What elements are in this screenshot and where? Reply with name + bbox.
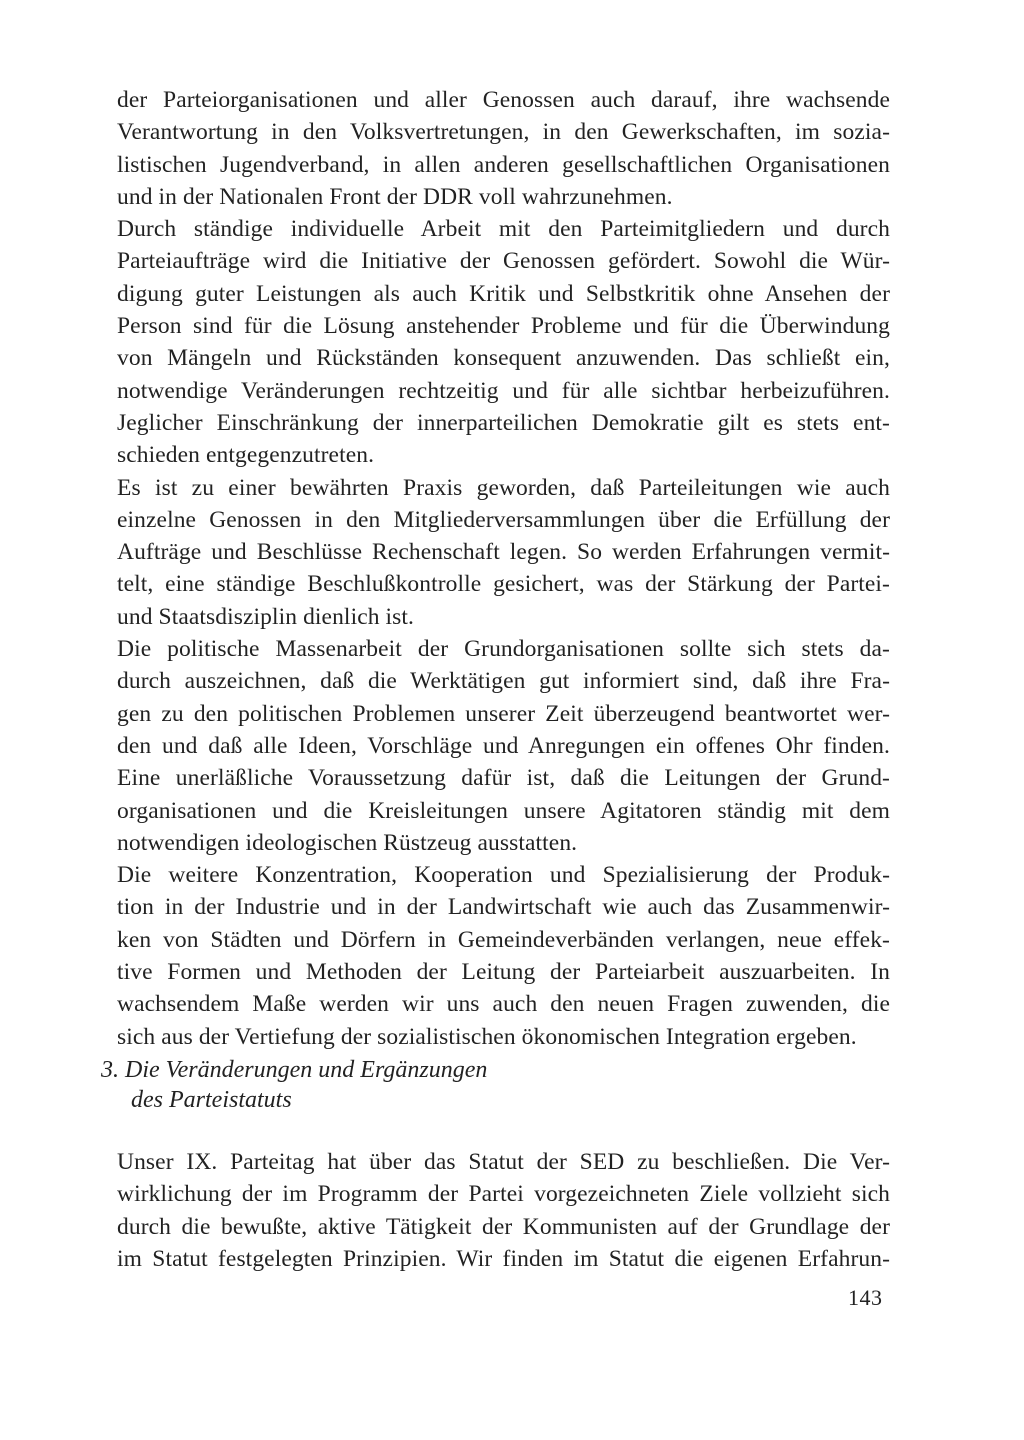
text-line: tive Formen und Methoden der Leitung der Parteiarbeit auszuarbeiten. In [117, 959, 890, 986]
text-line: den und daß alle Ideen, Vorschläge und Anregungen ein offenes Ohr finden. [117, 732, 890, 759]
paragraph-1 [117, 84, 890, 213]
text-line: organisationen und die Kreisleitungen unsere Agitatoren ständig mit dem [117, 797, 890, 824]
text-line: Aufträge und Beschlüsse Rechenschaft legen. So werden Erfahrungen vermit- [117, 539, 890, 566]
text-line: sich aus der Vertiefung der sozialistischen ökonomischen Integration ergeben. [117, 1023, 857, 1050]
text-line: von Mängeln und Rückständen konsequent anzuwenden. Das schließt ein, [117, 345, 890, 372]
text-line: Durch ständige individuelle Arbeit mit den Parteimitgliedern und durch [117, 216, 890, 243]
text-line: ken von Städten und Dörfern in Gemeindeverbänden verlangen, neue effek- [117, 926, 890, 953]
text-line: im Statut festgelegten Prinzipien. Wir finden im Statut die eigenen Erfahrun- [117, 1245, 890, 1272]
page-number: 143 [848, 1285, 883, 1310]
body-text-bottom [117, 1146, 890, 1275]
text-line: Jeglicher Einschränkung der innerparteilichen Demokratie gilt es stets ent- [117, 409, 890, 436]
text-line: einzelne Genossen in den Mitgliederversammlungen über die Erfüllung der [117, 506, 890, 533]
text-line: gen zu den politischen Problemen unserer Zeit überzeugend beantwortet wer- [117, 700, 890, 727]
text-line: Person sind für die Lösung anstehender Probleme und für die Überwindung [117, 313, 890, 340]
text-line: notwendige Veränderungen rechtzeitig und für alle sichtbar herbeizuführen. [117, 377, 890, 404]
section-heading-line-2: des Parteistatuts [131, 1087, 292, 1113]
text-line: wirklichung der im Programm der Partei vorgezeichneten Ziele vollzieht sich [117, 1181, 890, 1208]
text-line: telt, eine ständige Beschlußkontrolle gesichert, was der Stärkung der Partei- [117, 571, 890, 598]
text-line: der Parteiorganisationen und aller Genossen auch darauf, ihre wachsende [117, 87, 890, 113]
text-line: wachsendem Maße werden wir uns auch den neuen Fragen zuwenden, die [117, 991, 890, 1018]
text-line: und Staatsdisziplin dienlich ist. [117, 603, 415, 630]
text-line: Eine unerläßliche Voraussetzung dafür ist, daß die Leitungen der Grund- [117, 765, 890, 792]
text-line: schieden entgegenzutreten. [117, 442, 375, 469]
paragraph-5 [117, 859, 890, 1053]
text-line: durch die bewußte, aktive Tätigkeit der Kommunisten auf der Grundlage der [117, 1213, 890, 1240]
paragraph-4 [117, 633, 890, 859]
text-line: notwendigen ideologischen Rüstzeug ausstatten. [117, 829, 578, 856]
paragraph-3 [117, 472, 890, 633]
text-line: digung guter Leistungen als auch Kritik und Selbstkritik ohne Ansehen der [117, 280, 890, 307]
text-line: Es ist zu einer bewährten Praxis geworden, daß Parteileitungen wie auch [117, 474, 890, 501]
body-text-top [117, 84, 890, 1053]
text-line: Die weitere Konzentration, Kooperation und Spezialisierung der Produk- [117, 862, 890, 889]
text-line: Verantwortung in den Volksvertretungen, in den Gewerkschaften, im sozia- [117, 119, 890, 146]
text-line: listischen Jugendverband, in allen anderen gesellschaftlichen Organisationen [117, 151, 890, 178]
text-line: und in der Nationalen Front der DDR voll wahrzunehmen. [117, 183, 673, 210]
text-line: Parteiaufträge wird die Initiative der Genossen gefördert. Sowohl die Wür- [117, 248, 890, 275]
text-line: Unser IX. Parteitag hat über das Statut der SED zu beschließen. Die Ver- [117, 1149, 890, 1175]
text-line: tion in der Industrie und in der Landwirtschaft wie auch das Zusammenwir- [117, 894, 890, 921]
text-line: durch auszeichnen, daß die Werktätigen gut informiert sind, daß ihre Fra- [117, 668, 890, 695]
section-heading-line-1: 3. Die Veränderungen und Ergänzungen [101, 1057, 488, 1083]
section-heading [101, 1055, 487, 1115]
paragraph-2 [117, 213, 890, 471]
text-line: Die politische Massenarbeit der Grundorganisationen sollte sich stets da- [117, 636, 890, 663]
